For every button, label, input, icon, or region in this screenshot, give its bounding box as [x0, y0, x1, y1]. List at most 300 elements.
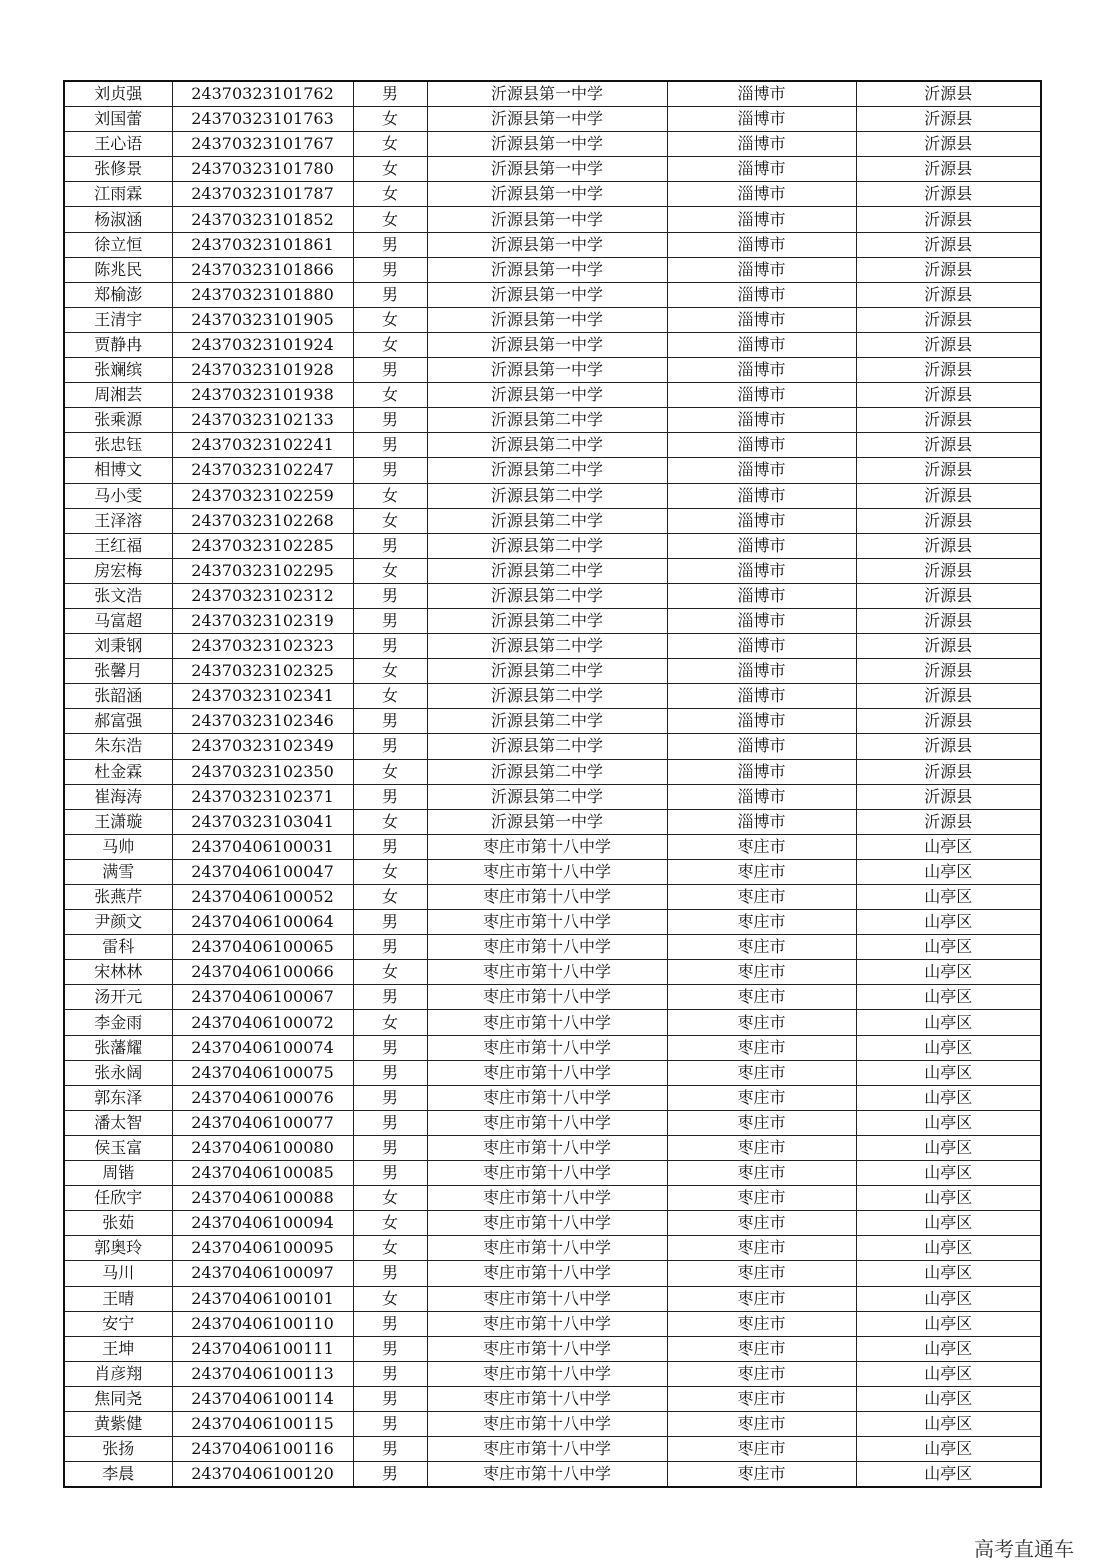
- city-cell: 枣庄市: [667, 1110, 856, 1135]
- exam-id-cell: 24370406100110: [172, 1311, 353, 1336]
- table-row: [64, 659, 1041, 684]
- exam-id-cell: 24370323102285: [172, 533, 353, 558]
- city-cell: 枣庄市: [667, 935, 856, 960]
- name-cell: 任欣宇: [64, 1186, 172, 1211]
- city-cell: 枣庄市: [667, 1437, 856, 1462]
- county-cell: 山亭区: [856, 985, 1041, 1010]
- school-cell: 沂源县第一中学: [427, 157, 667, 182]
- city-cell: 淄博市: [667, 709, 856, 734]
- table-row: [64, 433, 1041, 458]
- table-row: [64, 508, 1041, 533]
- gender-cell: 女: [353, 960, 427, 985]
- name-cell: 王心语: [64, 132, 172, 157]
- exam-id-cell: 24370406100101: [172, 1286, 353, 1311]
- school-cell: 沂源县第二中学: [427, 433, 667, 458]
- name-cell: 贾静冉: [64, 332, 172, 357]
- city-cell: 淄博市: [667, 483, 856, 508]
- exam-id-cell: 24370323102323: [172, 634, 353, 659]
- gender-cell: 女: [353, 558, 427, 583]
- gender-cell: 男: [353, 358, 427, 383]
- city-cell: 枣庄市: [667, 1135, 856, 1160]
- school-cell: 沂源县第一中学: [427, 232, 667, 257]
- name-cell: 周锴: [64, 1161, 172, 1186]
- name-cell: 侯玉富: [64, 1135, 172, 1160]
- city-cell: 枣庄市: [667, 1085, 856, 1110]
- table-row: [64, 483, 1041, 508]
- gender-cell: 女: [353, 332, 427, 357]
- table-row: [64, 1110, 1041, 1135]
- table-row: [64, 282, 1041, 307]
- county-cell: 山亭区: [856, 1261, 1041, 1286]
- school-cell: 枣庄市第十八中学: [427, 1060, 667, 1085]
- gender-cell: 男: [353, 935, 427, 960]
- name-cell: 徐立恒: [64, 232, 172, 257]
- gender-cell: 女: [353, 483, 427, 508]
- county-cell: 沂源县: [856, 232, 1041, 257]
- school-cell: 枣庄市第十八中学: [427, 1462, 667, 1488]
- name-cell: 张藩耀: [64, 1035, 172, 1060]
- city-cell: 枣庄市: [667, 985, 856, 1010]
- school-cell: 沂源县第二中学: [427, 784, 667, 809]
- table-row: [64, 232, 1041, 257]
- exam-id-cell: 24370406100085: [172, 1161, 353, 1186]
- county-cell: 山亭区: [856, 1286, 1041, 1311]
- exam-id-cell: 24370323102247: [172, 458, 353, 483]
- county-cell: 沂源县: [856, 608, 1041, 633]
- city-cell: 枣庄市: [667, 1010, 856, 1035]
- exam-id-cell: 24370323101928: [172, 358, 353, 383]
- city-cell: 淄博市: [667, 809, 856, 834]
- table-row: [64, 1211, 1041, 1236]
- gender-cell: 男: [353, 834, 427, 859]
- gender-cell: 男: [353, 583, 427, 608]
- county-cell: 沂源县: [856, 634, 1041, 659]
- city-cell: 淄博市: [667, 332, 856, 357]
- city-cell: 淄博市: [667, 232, 856, 257]
- table-row: [64, 1186, 1041, 1211]
- school-cell: 沂源县第一中学: [427, 81, 667, 107]
- gender-cell: 女: [353, 207, 427, 232]
- city-cell: 淄博市: [667, 784, 856, 809]
- table-row: [64, 1161, 1041, 1186]
- county-cell: 山亭区: [856, 1437, 1041, 1462]
- city-cell: 枣庄市: [667, 1186, 856, 1211]
- school-cell: 枣庄市第十八中学: [427, 1411, 667, 1436]
- county-cell: 沂源县: [856, 483, 1041, 508]
- city-cell: 淄博市: [667, 533, 856, 558]
- table-row: [64, 885, 1041, 910]
- table-row: [64, 1411, 1041, 1436]
- name-cell: 张斓缤: [64, 358, 172, 383]
- gender-cell: 女: [353, 157, 427, 182]
- table-row: [64, 383, 1041, 408]
- exam-id-cell: 24370323102319: [172, 608, 353, 633]
- name-cell: 张忠钰: [64, 433, 172, 458]
- exam-id-cell: 24370323102312: [172, 583, 353, 608]
- gender-cell: 女: [353, 307, 427, 332]
- table-row: [64, 985, 1041, 1010]
- exam-id-cell: 24370406100097: [172, 1261, 353, 1286]
- name-cell: 王坤: [64, 1336, 172, 1361]
- name-cell: 焦同尧: [64, 1386, 172, 1411]
- school-cell: 枣庄市第十八中学: [427, 1186, 667, 1211]
- city-cell: 淄博市: [667, 684, 856, 709]
- exam-id-cell: 24370406100120: [172, 1462, 353, 1488]
- exam-id-cell: 24370406100075: [172, 1060, 353, 1085]
- school-cell: 枣庄市第十八中学: [427, 1211, 667, 1236]
- county-cell: 山亭区: [856, 1161, 1041, 1186]
- school-cell: 枣庄市第十八中学: [427, 985, 667, 1010]
- gender-cell: 男: [353, 282, 427, 307]
- gender-cell: 女: [353, 107, 427, 132]
- county-cell: 沂源县: [856, 408, 1041, 433]
- gender-cell: 女: [353, 1236, 427, 1261]
- city-cell: 枣庄市: [667, 1060, 856, 1085]
- name-cell: 张文浩: [64, 583, 172, 608]
- gender-cell: 男: [353, 257, 427, 282]
- name-cell: 肖彦翔: [64, 1361, 172, 1386]
- school-cell: 沂源县第二中学: [427, 734, 667, 759]
- gender-cell: 男: [353, 1311, 427, 1336]
- school-cell: 沂源县第一中学: [427, 207, 667, 232]
- school-cell: 沂源县第一中学: [427, 107, 667, 132]
- exam-id-cell: 24370323103041: [172, 809, 353, 834]
- city-cell: 淄博市: [667, 759, 856, 784]
- gender-cell: 男: [353, 1110, 427, 1135]
- gender-cell: 男: [353, 709, 427, 734]
- name-cell: 江雨霖: [64, 182, 172, 207]
- name-cell: 朱东浩: [64, 734, 172, 759]
- name-cell: 相博文: [64, 458, 172, 483]
- table-row: [64, 1010, 1041, 1035]
- table-row: [64, 1135, 1041, 1160]
- county-cell: 沂源县: [856, 433, 1041, 458]
- gender-cell: 男: [353, 985, 427, 1010]
- student-list-table: [63, 80, 1042, 1488]
- name-cell: 马小雯: [64, 483, 172, 508]
- name-cell: 王泽溶: [64, 508, 172, 533]
- school-cell: 沂源县第一中学: [427, 358, 667, 383]
- table-row: [64, 784, 1041, 809]
- exam-id-cell: 24370406100088: [172, 1186, 353, 1211]
- gender-cell: 女: [353, 383, 427, 408]
- gender-cell: 女: [353, 132, 427, 157]
- gender-cell: 女: [353, 859, 427, 884]
- table-row: [64, 734, 1041, 759]
- gender-cell: 男: [353, 1035, 427, 1060]
- table-row: [64, 332, 1041, 357]
- school-cell: 沂源县第二中学: [427, 458, 667, 483]
- table-row: [64, 709, 1041, 734]
- table-row: [64, 81, 1041, 107]
- school-cell: 枣庄市第十八中学: [427, 1035, 667, 1060]
- school-cell: 沂源县第二中学: [427, 583, 667, 608]
- name-cell: 潘太智: [64, 1110, 172, 1135]
- name-cell: 张永阔: [64, 1060, 172, 1085]
- school-cell: 沂源县第二中学: [427, 608, 667, 633]
- name-cell: 崔海涛: [64, 784, 172, 809]
- exam-id-cell: 24370323102349: [172, 734, 353, 759]
- city-cell: 淄博市: [667, 107, 856, 132]
- county-cell: 沂源县: [856, 332, 1041, 357]
- county-cell: 山亭区: [856, 1135, 1041, 1160]
- name-cell: 王潇璇: [64, 809, 172, 834]
- table-row: [64, 533, 1041, 558]
- name-cell: 张扬: [64, 1437, 172, 1462]
- table-row: [64, 558, 1041, 583]
- gender-cell: 女: [353, 508, 427, 533]
- school-cell: 枣庄市第十八中学: [427, 834, 667, 859]
- county-cell: 沂源县: [856, 759, 1041, 784]
- gender-cell: 男: [353, 1462, 427, 1488]
- exam-id-cell: 24370323101938: [172, 383, 353, 408]
- table-row: [64, 608, 1041, 633]
- exam-id-cell: 24370406100113: [172, 1361, 353, 1386]
- city-cell: 枣庄市: [667, 1462, 856, 1488]
- name-cell: 杜金霖: [64, 759, 172, 784]
- city-cell: 淄博市: [667, 508, 856, 533]
- gender-cell: 男: [353, 533, 427, 558]
- county-cell: 沂源县: [856, 107, 1041, 132]
- city-cell: 淄博市: [667, 383, 856, 408]
- table-row: [64, 458, 1041, 483]
- county-cell: 沂源县: [856, 282, 1041, 307]
- school-cell: 枣庄市第十八中学: [427, 1161, 667, 1186]
- school-cell: 枣庄市第十八中学: [427, 960, 667, 985]
- county-cell: 山亭区: [856, 1186, 1041, 1211]
- table-row: [64, 1311, 1041, 1336]
- city-cell: 枣庄市: [667, 1236, 856, 1261]
- gender-cell: 男: [353, 433, 427, 458]
- table-row: [64, 157, 1041, 182]
- exam-id-cell: 24370323102268: [172, 508, 353, 533]
- gender-cell: 女: [353, 684, 427, 709]
- school-cell: 枣庄市第十八中学: [427, 1085, 667, 1110]
- gender-cell: 男: [353, 1261, 427, 1286]
- city-cell: 枣庄市: [667, 859, 856, 884]
- city-cell: 淄博市: [667, 458, 856, 483]
- city-cell: 淄博市: [667, 182, 856, 207]
- name-cell: 房宏梅: [64, 558, 172, 583]
- table-row: [64, 107, 1041, 132]
- school-cell: 沂源县第一中学: [427, 282, 667, 307]
- exam-id-cell: 24370406100076: [172, 1085, 353, 1110]
- exam-id-cell: 24370323101762: [172, 81, 353, 107]
- school-cell: 沂源县第二中学: [427, 533, 667, 558]
- exam-id-cell: 24370323102325: [172, 659, 353, 684]
- county-cell: 沂源县: [856, 784, 1041, 809]
- table-row: [64, 1386, 1041, 1411]
- county-cell: 沂源县: [856, 358, 1041, 383]
- name-cell: 刘贞强: [64, 81, 172, 107]
- name-cell: 李金雨: [64, 1010, 172, 1035]
- school-cell: 沂源县第一中学: [427, 332, 667, 357]
- exam-id-cell: 24370406100065: [172, 935, 353, 960]
- gender-cell: 男: [353, 1161, 427, 1186]
- gender-cell: 男: [353, 1336, 427, 1361]
- county-cell: 山亭区: [856, 1010, 1041, 1035]
- name-cell: 周湘芸: [64, 383, 172, 408]
- school-cell: 沂源县第二中学: [427, 659, 667, 684]
- county-cell: 沂源县: [856, 257, 1041, 282]
- county-cell: 沂源县: [856, 659, 1041, 684]
- name-cell: 杨淑涵: [64, 207, 172, 232]
- gender-cell: 男: [353, 1060, 427, 1085]
- gender-cell: 男: [353, 81, 427, 107]
- county-cell: 山亭区: [856, 834, 1041, 859]
- table-row: [64, 634, 1041, 659]
- school-cell: 沂源县第一中学: [427, 257, 667, 282]
- county-cell: 沂源县: [856, 132, 1041, 157]
- county-cell: 山亭区: [856, 935, 1041, 960]
- table-row: [64, 408, 1041, 433]
- county-cell: 沂源县: [856, 81, 1041, 107]
- exam-id-cell: 24370406100077: [172, 1110, 353, 1135]
- county-cell: 沂源县: [856, 533, 1041, 558]
- exam-id-cell: 24370406100047: [172, 859, 353, 884]
- name-cell: 黄紫健: [64, 1411, 172, 1436]
- city-cell: 枣庄市: [667, 1035, 856, 1060]
- county-cell: 沂源县: [856, 182, 1041, 207]
- county-cell: 山亭区: [856, 910, 1041, 935]
- county-cell: 山亭区: [856, 960, 1041, 985]
- exam-id-cell: 24370323101852: [172, 207, 353, 232]
- school-cell: 枣庄市第十八中学: [427, 885, 667, 910]
- city-cell: 淄博市: [667, 634, 856, 659]
- school-cell: 枣庄市第十八中学: [427, 1135, 667, 1160]
- county-cell: 山亭区: [856, 1085, 1041, 1110]
- county-cell: 沂源县: [856, 809, 1041, 834]
- table-body: [64, 81, 1041, 1487]
- county-cell: 沂源县: [856, 508, 1041, 533]
- exam-id-cell: 24370323102371: [172, 784, 353, 809]
- county-cell: 山亭区: [856, 1110, 1041, 1135]
- name-cell: 宋林林: [64, 960, 172, 985]
- city-cell: 淄博市: [667, 433, 856, 458]
- table-row: [64, 1060, 1041, 1085]
- exam-id-cell: 24370323101905: [172, 307, 353, 332]
- table-row: [64, 583, 1041, 608]
- gender-cell: 女: [353, 1186, 427, 1211]
- exam-id-cell: 24370406100066: [172, 960, 353, 985]
- name-cell: 张修景: [64, 157, 172, 182]
- table-row: [64, 182, 1041, 207]
- name-cell: 李晨: [64, 1462, 172, 1488]
- name-cell: 张茹: [64, 1211, 172, 1236]
- table-row: [64, 1286, 1041, 1311]
- table-row: [64, 809, 1041, 834]
- county-cell: 沂源县: [856, 583, 1041, 608]
- gender-cell: 男: [353, 232, 427, 257]
- table-row: [64, 358, 1041, 383]
- exam-id-cell: 24370323102341: [172, 684, 353, 709]
- city-cell: 淄博市: [667, 608, 856, 633]
- gender-cell: 女: [353, 1286, 427, 1311]
- school-cell: 枣庄市第十八中学: [427, 1437, 667, 1462]
- exam-id-cell: 24370323102350: [172, 759, 353, 784]
- city-cell: 淄博市: [667, 408, 856, 433]
- gender-cell: 男: [353, 1135, 427, 1160]
- exam-id-cell: 24370406100074: [172, 1035, 353, 1060]
- exam-id-cell: 24370323102295: [172, 558, 353, 583]
- county-cell: 山亭区: [856, 1336, 1041, 1361]
- table-row: [64, 1085, 1041, 1110]
- city-cell: 枣庄市: [667, 834, 856, 859]
- city-cell: 枣庄市: [667, 1311, 856, 1336]
- city-cell: 枣庄市: [667, 1261, 856, 1286]
- school-cell: 沂源县第一中学: [427, 307, 667, 332]
- school-cell: 枣庄市第十八中学: [427, 1010, 667, 1035]
- gender-cell: 男: [353, 734, 427, 759]
- table-row: [64, 834, 1041, 859]
- city-cell: 淄博市: [667, 659, 856, 684]
- name-cell: 张燕芹: [64, 885, 172, 910]
- gender-cell: 女: [353, 809, 427, 834]
- gender-cell: 男: [353, 1085, 427, 1110]
- city-cell: 淄博市: [667, 282, 856, 307]
- school-cell: 枣庄市第十八中学: [427, 910, 667, 935]
- gender-cell: 男: [353, 408, 427, 433]
- gender-cell: 女: [353, 182, 427, 207]
- county-cell: 沂源县: [856, 458, 1041, 483]
- city-cell: 枣庄市: [667, 1361, 856, 1386]
- exam-id-cell: 24370406100095: [172, 1236, 353, 1261]
- exam-id-cell: 24370406100052: [172, 885, 353, 910]
- school-cell: 沂源县第二中学: [427, 759, 667, 784]
- gender-cell: 男: [353, 1361, 427, 1386]
- table-row: [64, 935, 1041, 960]
- school-cell: 沂源县第一中学: [427, 809, 667, 834]
- name-cell: 满雪: [64, 859, 172, 884]
- school-cell: 枣庄市第十八中学: [427, 1286, 667, 1311]
- county-cell: 山亭区: [856, 885, 1041, 910]
- school-cell: 枣庄市第十八中学: [427, 1311, 667, 1336]
- school-cell: 枣庄市第十八中学: [427, 935, 667, 960]
- exam-id-cell: 24370323101924: [172, 332, 353, 357]
- exam-id-cell: 24370323102259: [172, 483, 353, 508]
- city-cell: 淄博市: [667, 207, 856, 232]
- city-cell: 淄博市: [667, 257, 856, 282]
- county-cell: 山亭区: [856, 1236, 1041, 1261]
- table-row: [64, 1035, 1041, 1060]
- exam-id-cell: 24370406100111: [172, 1336, 353, 1361]
- school-cell: 沂源县第一中学: [427, 132, 667, 157]
- name-cell: 王红福: [64, 533, 172, 558]
- school-cell: 沂源县第一中学: [427, 182, 667, 207]
- school-cell: 枣庄市第十八中学: [427, 1261, 667, 1286]
- gender-cell: 女: [353, 1211, 427, 1236]
- name-cell: 王晴: [64, 1286, 172, 1311]
- exam-id-cell: 24370323102346: [172, 709, 353, 734]
- city-cell: 枣庄市: [667, 1386, 856, 1411]
- table-row: [64, 257, 1041, 282]
- name-cell: 汤开元: [64, 985, 172, 1010]
- gender-cell: 男: [353, 634, 427, 659]
- name-cell: 雷科: [64, 935, 172, 960]
- gender-cell: 女: [353, 885, 427, 910]
- gender-cell: 女: [353, 659, 427, 684]
- name-cell: 尹颜文: [64, 910, 172, 935]
- name-cell: 郝富强: [64, 709, 172, 734]
- name-cell: 刘国蕾: [64, 107, 172, 132]
- city-cell: 枣庄市: [667, 1336, 856, 1361]
- gender-cell: 男: [353, 458, 427, 483]
- name-cell: 张乘源: [64, 408, 172, 433]
- exam-id-cell: 24370323101880: [172, 282, 353, 307]
- school-cell: 枣庄市第十八中学: [427, 1386, 667, 1411]
- name-cell: 陈兆民: [64, 257, 172, 282]
- name-cell: 马富超: [64, 608, 172, 633]
